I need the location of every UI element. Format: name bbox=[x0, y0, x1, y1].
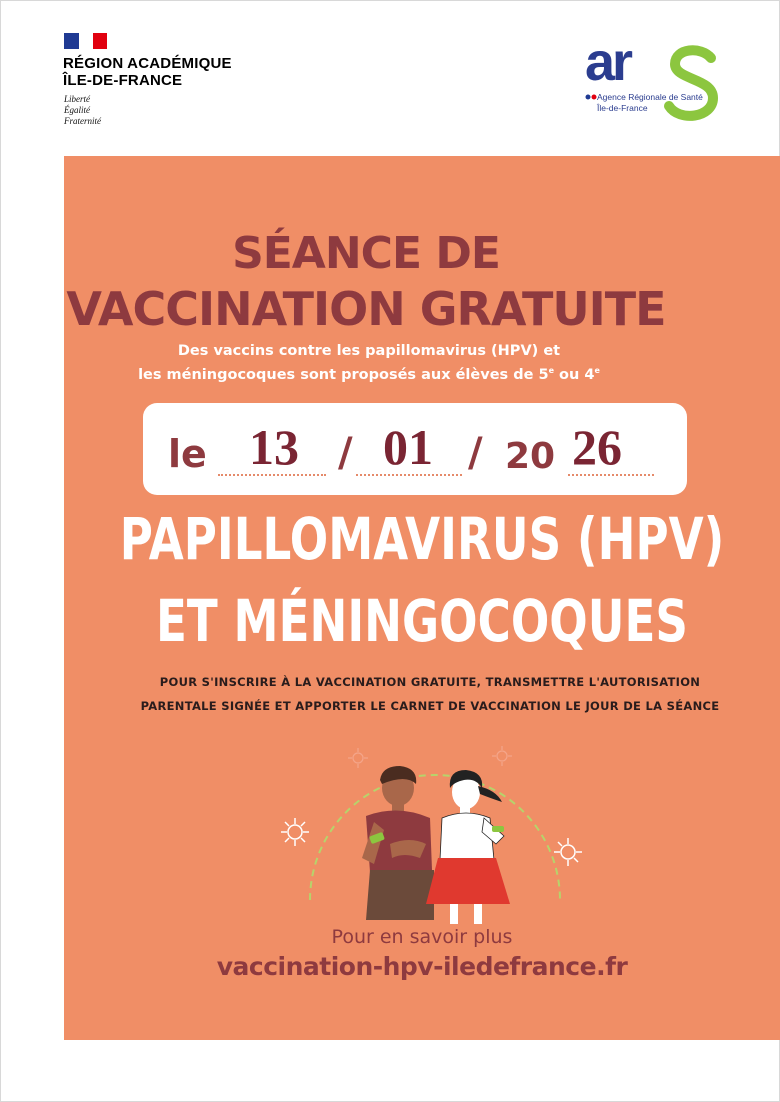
date-year-prefix: 20 bbox=[505, 436, 556, 477]
boy-figure bbox=[362, 766, 434, 920]
virus-icon bbox=[492, 746, 512, 766]
title-line-1: SÉANCE DE bbox=[232, 228, 500, 279]
region-title: RÉGION ACADÉMIQUE ÎLE-DE-FRANCE bbox=[63, 55, 232, 89]
headline-line-1: PAPILLOMAVIRUS (HPV) bbox=[119, 505, 725, 573]
date-separator: / bbox=[338, 430, 353, 476]
headline-line-2: ET MÉNINGOCOQUES bbox=[156, 587, 688, 655]
date-day: 13 bbox=[249, 419, 299, 475]
date-prefix: le bbox=[168, 432, 207, 476]
marianne-flag-logo bbox=[64, 33, 107, 49]
students-vaccinated-illustration bbox=[270, 740, 600, 930]
svg-text:ar: ar bbox=[585, 40, 631, 92]
virus-icon bbox=[554, 838, 582, 866]
website-url[interactable]: vaccination-hpv-iledefrance.fr bbox=[216, 952, 628, 981]
date-year: 26 bbox=[572, 419, 622, 475]
date-month: 01 bbox=[383, 419, 433, 475]
title-line-2: VACCINATION GRATUITE bbox=[66, 282, 666, 336]
ars-logo bbox=[583, 40, 723, 130]
subtitle: Des vaccins contre les papillomavirus (HPV) et les méningocoques sont proposés aux élèves de 5e ou 4e bbox=[138, 343, 600, 383]
virus-icon bbox=[281, 818, 309, 846]
virus-icon bbox=[348, 748, 368, 768]
girl-figure bbox=[426, 770, 510, 924]
ars-subtitle: Agence Régionale de Santé Île-de-France bbox=[597, 92, 703, 113]
instructions-line-2: PARENTALE SIGNÉE ET APPORTER LE CARNET DE VACCINATION LE JOUR DE LA SÉANCE bbox=[140, 699, 720, 713]
more-info-label: Pour en savoir plus bbox=[331, 926, 513, 948]
instructions-line-1: POUR S'INSCRIRE À LA VACCINATION GRATUITE, TRANSMETTRE L'AUTORISATION bbox=[159, 675, 701, 689]
date-separator: / bbox=[468, 430, 483, 476]
ars-logo-mark bbox=[583, 40, 723, 130]
republic-motto: Liberté Égalité Fraternité bbox=[64, 94, 101, 126]
